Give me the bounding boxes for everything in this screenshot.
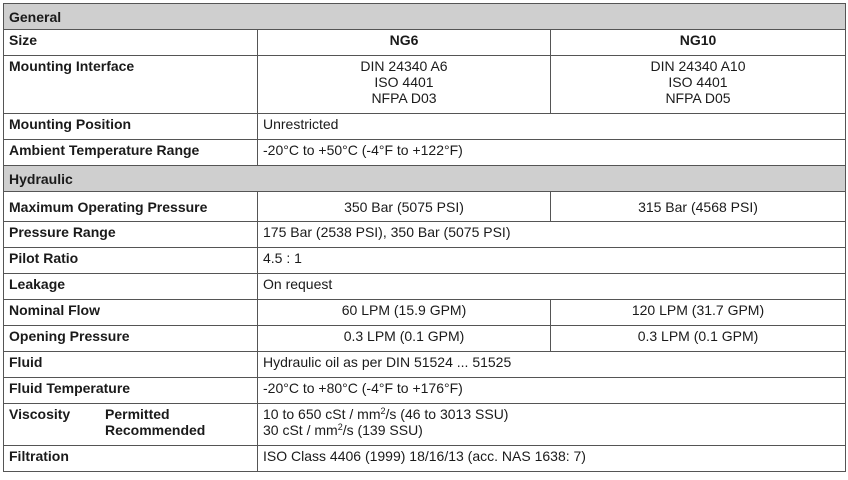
mounting-interface-ng10-line: ISO 4401 — [668, 74, 728, 90]
row-mounting-interface — [4, 56, 846, 114]
label-filtration: Filtration — [4, 446, 258, 472]
label-viscosity-permitted: Permitted — [105, 406, 170, 422]
label-viscosity-recommended: Recommended — [105, 422, 206, 438]
row-leakage — [4, 274, 846, 300]
max-operating-pressure-ng10: 315 Bar (4568 PSI) — [551, 192, 846, 222]
row-max-operating-pressure — [4, 192, 846, 222]
mounting-interface-ng6-line: NFPA D03 — [371, 90, 437, 106]
section-title-general: General — [4, 4, 846, 30]
label-ambient-temperature: Ambient Temperature Range — [4, 140, 258, 166]
mounting-interface-ng10 — [551, 56, 846, 114]
row-size — [4, 30, 846, 56]
label-fluid-temperature: Fluid Temperature — [4, 378, 258, 404]
label-fluid: Fluid — [4, 352, 258, 378]
label-viscosity-cell — [4, 404, 258, 446]
value-filtration: ISO Class 4406 (1999) 18/16/13 (acc. NAS 1638: 7) — [258, 446, 846, 472]
label-max-operating-pressure: Maximum Operating Pressure — [4, 192, 258, 222]
value-ambient-temperature: -20°C to +50°C (-4°F to +122°F) — [258, 140, 846, 166]
value-pressure-range: 175 Bar (2538 PSI), 350 Bar (5075 PSI) — [258, 222, 846, 248]
section-general — [4, 4, 846, 30]
section-hydraulic — [4, 166, 846, 192]
row-mounting-position — [4, 114, 846, 140]
label-size: Size — [4, 30, 258, 56]
value-viscosity — [258, 404, 846, 446]
opening-pressure-ng10: 0.3 LPM (0.1 GPM) — [551, 326, 846, 352]
row-ambient-temperature — [4, 140, 846, 166]
label-viscosity: Viscosity — [9, 406, 71, 422]
label-mounting-interface: Mounting Interface — [4, 56, 258, 114]
mounting-interface-ng10-line: NFPA D05 — [665, 90, 731, 106]
size-ng6: NG6 — [258, 30, 551, 56]
viscosity-recommended-text-end: /s (139 SSU) — [342, 422, 423, 438]
mounting-interface-ng6-line: DIN 24340 A6 — [360, 58, 448, 74]
opening-pressure-ng6: 0.3 LPM (0.1 GPM) — [258, 326, 551, 352]
viscosity-recommended-text: 30 cSt / mm — [263, 422, 338, 438]
specification-table — [3, 3, 846, 472]
row-fluid-temperature — [4, 378, 846, 404]
mounting-interface-ng6 — [258, 56, 551, 114]
label-mounting-position: Mounting Position — [4, 114, 258, 140]
value-mounting-position: Unrestricted — [258, 114, 846, 140]
row-filtration — [4, 446, 846, 472]
mounting-interface-ng10-line: DIN 24340 A10 — [650, 58, 746, 74]
row-pressure-range — [4, 222, 846, 248]
viscosity-recommended-exponent: 2 — [337, 422, 343, 432]
viscosity-permitted-exponent: 2 — [380, 406, 386, 416]
row-opening-pressure — [4, 326, 846, 352]
value-pilot-ratio: 4.5 : 1 — [258, 248, 846, 274]
label-opening-pressure: Opening Pressure — [4, 326, 258, 352]
label-pilot-ratio: Pilot Ratio — [4, 248, 258, 274]
viscosity-permitted-text: 10 to 650 cSt / mm — [263, 406, 381, 422]
row-fluid — [4, 352, 846, 378]
label-leakage: Leakage — [4, 274, 258, 300]
nominal-flow-ng6: 60 LPM (15.9 GPM) — [258, 300, 551, 326]
max-operating-pressure-ng6: 350 Bar (5075 PSI) — [258, 192, 551, 222]
size-ng10: NG10 — [551, 30, 846, 56]
label-pressure-range: Pressure Range — [4, 222, 258, 248]
mounting-interface-ng6-line: ISO 4401 — [374, 74, 434, 90]
value-leakage: On request — [258, 274, 846, 300]
viscosity-recommended-value — [263, 422, 840, 438]
nominal-flow-ng10: 120 LPM (31.7 GPM) — [551, 300, 846, 326]
label-nominal-flow: Nominal Flow — [4, 300, 258, 326]
row-pilot-ratio — [4, 248, 846, 274]
section-title-hydraulic: Hydraulic — [4, 166, 846, 192]
row-nominal-flow — [4, 300, 846, 326]
value-fluid: Hydraulic oil as per DIN 51524 ... 51525 — [258, 352, 846, 378]
value-fluid-temperature: -20°C to +80°C (-4°F to +176°F) — [258, 378, 846, 404]
row-viscosity — [4, 404, 846, 446]
viscosity-permitted-value — [263, 406, 840, 422]
viscosity-permitted-text-end: /s (46 to 3013 SSU) — [385, 406, 509, 422]
